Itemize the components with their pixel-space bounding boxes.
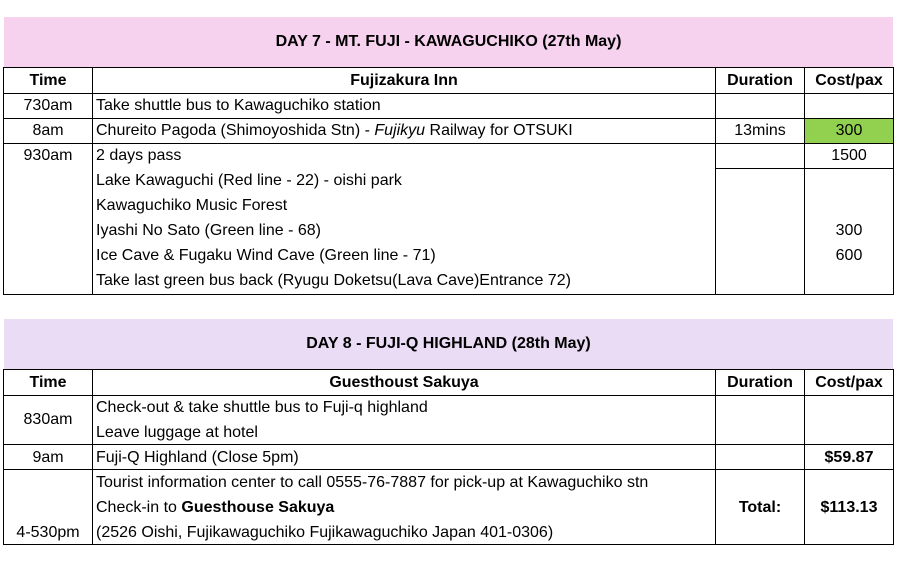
time-cell: 930am bbox=[23, 147, 73, 164]
time-cell: 830am bbox=[23, 411, 73, 428]
place-header: Fujizakura Inn bbox=[350, 72, 458, 89]
activity-text: Railway for OTSUKI bbox=[425, 122, 573, 139]
activity-cell: Fuji-Q Highland (Close 5pm) bbox=[96, 449, 299, 466]
railway-name: Fujikyu bbox=[374, 122, 426, 139]
cost-cell-highlighted: 300 bbox=[805, 119, 893, 143]
activity-cell bbox=[96, 495, 714, 520]
cost-cell: $59.87 bbox=[824, 449, 874, 466]
activity-cell: Check-out & take shuttle bus to Fuji-q highland bbox=[96, 399, 428, 416]
cost-header: Cost/pax bbox=[815, 374, 883, 391]
cost-header: Cost/pax bbox=[815, 72, 883, 89]
time-cell: 9am bbox=[32, 449, 64, 466]
guesthouse-name: Guesthouse Sakuya bbox=[181, 499, 335, 516]
activity-cell: Iyashi No Sato (Green line - 68) bbox=[96, 222, 321, 239]
activity-cell: Kawaguchiko Music Forest bbox=[96, 197, 288, 214]
activity-cell: 2 days pass bbox=[96, 147, 182, 164]
cost-cell: 600 bbox=[835, 247, 863, 264]
time-cell: 4-530pm bbox=[16, 524, 80, 541]
total-value: $113.13 bbox=[820, 499, 878, 516]
duration-header: Duration bbox=[727, 374, 793, 391]
activity-cell: Leave luggage at hotel bbox=[96, 424, 258, 441]
activity-cell: Ice Cave & Fugaku Wind Cave (Green line - 71) bbox=[96, 247, 436, 264]
time-header: Time bbox=[29, 72, 67, 89]
activity-cell: (2526 Oishi, Fujikawaguchiko Fujikawaguchiko Japan 401-0306) bbox=[96, 524, 554, 541]
cost-cell: 300 bbox=[835, 222, 863, 239]
duration-header: Duration bbox=[727, 72, 793, 89]
duration-cell: 13mins bbox=[734, 122, 786, 139]
activity-cell: Take last green bus back (Ryugu Doketsu(Lava Cave)Entrance 72) bbox=[96, 272, 571, 289]
total-label: Total: bbox=[738, 499, 782, 516]
activity-cell: Tourist information center to call 0555-76-7887 for pick-up at Kawaguchiko stn bbox=[96, 474, 649, 491]
activity-cell bbox=[96, 118, 714, 143]
time-cell: 730am bbox=[23, 97, 73, 114]
time-header: Time bbox=[29, 374, 67, 391]
place-header: Guesthoust Sakuya bbox=[329, 374, 479, 391]
cost-cell: 1500 bbox=[831, 147, 867, 164]
activity-text: Chureito Pagoda (Shimoyoshida Stn) - bbox=[96, 122, 375, 139]
day8-title: DAY 8 - FUJI-Q HIGHLAND (28th May) bbox=[4, 319, 893, 369]
activity-text: Check-in to bbox=[96, 499, 182, 516]
activity-cell: Take shuttle bus to Kawaguchiko station bbox=[96, 97, 381, 114]
day7-title: DAY 7 - MT. FUJI - KAWAGUCHIKO (27th May) bbox=[4, 17, 893, 67]
time-cell: 8am bbox=[32, 122, 64, 139]
activity-cell: Lake Kawaguchi (Red line - 22) - oishi park bbox=[96, 172, 402, 189]
